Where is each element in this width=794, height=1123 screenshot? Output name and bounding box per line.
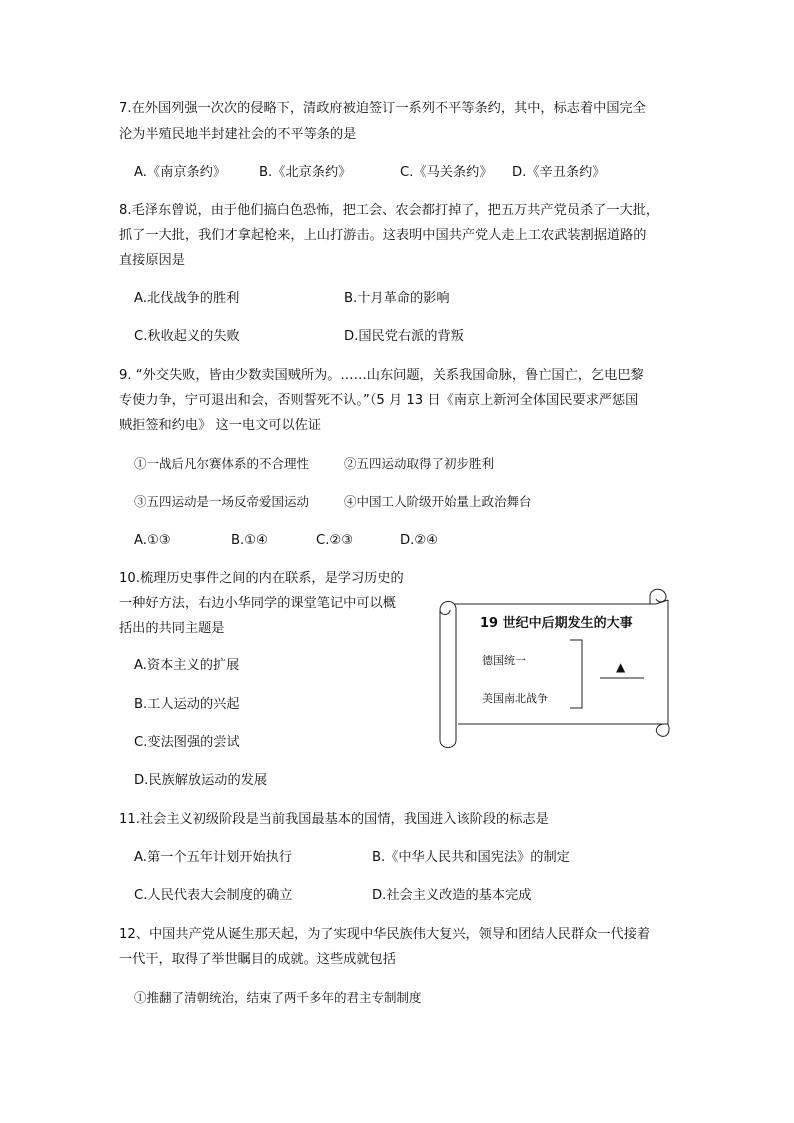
q10-stem-line-3: 括出的共同主题是	[119, 621, 225, 636]
q8-stem-line-3: 直接原因是	[119, 253, 185, 268]
q7-option-b: B.《北京条约》	[259, 165, 352, 180]
q11-option-a: A.第一个五年计划开始执行	[134, 850, 293, 865]
q11-option-c: C.人民代表大会制度的确立	[134, 888, 293, 903]
q9-option-a: A.①③	[134, 533, 171, 548]
q11-option-d: D.社会主义改造的基本完成	[372, 888, 532, 903]
note-title: 19 世纪中后期发生的大事	[480, 616, 633, 631]
q9-stem-line-2: 专使力争，宁可退出和会，否则誓死不认。”（5 月 13 日《南京上新河全体国民要求严惩国	[119, 393, 639, 408]
q7-option-d: D.《辛丑条约》	[512, 165, 606, 180]
q7-option-a: A.《南京条约》	[134, 165, 227, 180]
q9-statement-3: ③五四运动是一场反帝爱国运动	[134, 494, 310, 509]
q11-stem-line-1: 11.社会主义初级阶段是当前我国最基本的国情，我国进入该阶段的标志是	[119, 812, 549, 827]
q9-statement-4: ④中国工人阶级开始量上政治舞台	[344, 494, 532, 509]
q8-option-b: B.十月革命的影响	[344, 291, 450, 306]
q10-option-c: C.变法图强的尝试	[134, 735, 240, 750]
q10-option-d: D.民族解放运动的发展	[134, 773, 268, 788]
q9-statement-1: ①一战后凡尔赛体系的不合理性	[134, 456, 310, 471]
q8-stem-line-1: 8.毛泽东曾说，由于他们搞白色恐怖，把工会、农会都打掉了，把五万共产党员杀了一大批，	[119, 203, 660, 218]
q9-option-b: B.①④	[231, 533, 268, 548]
q12-stem-line-2: 一代干，取得了举世瞩目的成就。这些成就包括	[119, 952, 396, 967]
q9-option-c: C.②③	[316, 533, 354, 548]
q7-option-c: C.《马关条约》	[400, 165, 493, 180]
q8-option-d: D.国民党右派的背叛	[344, 329, 464, 344]
q10-stem-line-1: 10.梳理历史事件之间的内在联系，是学习历史的	[119, 571, 404, 586]
q10-option-a: A.资本主义的扩展	[134, 658, 240, 673]
note-item-american-civil-war: 美国南北战争	[482, 692, 548, 705]
q12-stem-line-1: 12、中国共产党从诞生那天起，为了实现中华民族伟大复兴，领导和团结人民群众一代接着	[119, 927, 651, 942]
class-note-scroll	[436, 584, 674, 752]
q10-stem-line-2: 一种好方法，右边小华同学的课堂笔记中可以概	[119, 596, 396, 611]
scroll-frame	[436, 584, 674, 752]
q8-option-c: C.秋收起义的失败	[134, 329, 240, 344]
q12-statement-1: ①推翻了清朝统治，结束了两千多年的君主专制制度	[134, 990, 422, 1005]
q9-statement-2: ②五四运动取得了初步胜利	[344, 456, 495, 471]
q7-stem-line-2: 沦为半殖民地半封建社会的不平等条的是	[119, 127, 357, 142]
q11-option-b: B.《中华人民共和国宪法》的制定	[372, 850, 570, 865]
answer-blank-triangle: ▲	[616, 660, 626, 674]
q8-option-a: A.北伐战争的胜利	[134, 291, 240, 306]
note-item-german-unification: 德国统一	[482, 654, 526, 667]
q9-stem-line-3: 贼拒签和约电》 这一电文可以佐证	[119, 418, 322, 433]
q10-option-b: B.工人运动的兴起	[134, 697, 240, 712]
q7-stem-line-1: 7.在外国列强一次次的侵略下，清政府被迫签订一系列不平等条约，其中，标志着中国完全	[119, 101, 646, 116]
q9-option-d: D.②④	[400, 533, 438, 548]
q8-stem-line-2: 抓了一大批，我们才拿起枪来，上山打游击。这表明中国共产党人走上工农武装割据道路的	[119, 228, 647, 243]
q9-stem-line-1: 9. “外交失败，皆由少数卖国贼所为。……山东问题，关系我国命脉，鲁亡国亡，乞电巴黎	[119, 368, 644, 383]
